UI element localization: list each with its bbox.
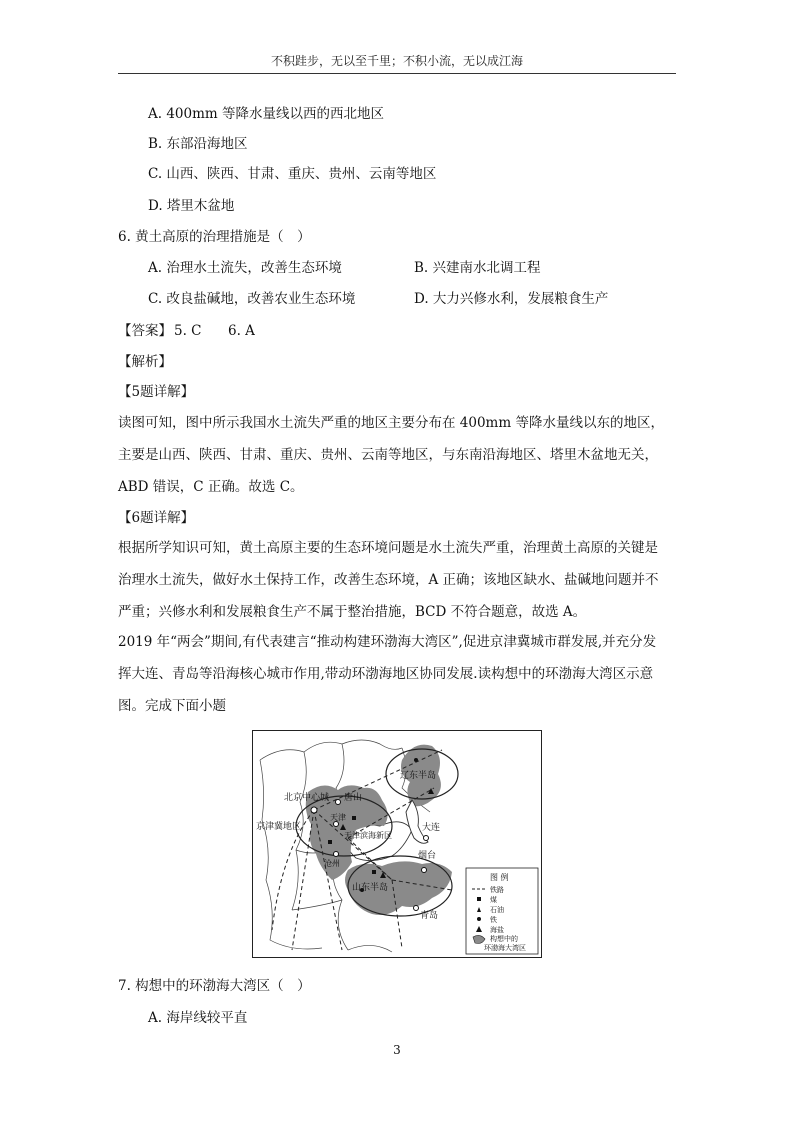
q6-option-b: B. 兴建南水北调工程 <box>414 260 541 276</box>
answer-q6: 6. A <box>228 323 255 339</box>
q6-stem: 6. 黄土高原的治理措施是（ ） <box>118 229 311 245</box>
detail5-line-2: 主要是山西、陕西、甘肃、重庆、贵州、云南等地区，与东南沿海地区、塔里木盆地无关， <box>118 447 658 463</box>
map-label-jingjinji: 京津冀地区 <box>256 822 302 832</box>
intro-line-2: 挥大连、青岛等沿海核心城市作用,带动环渤海地区协同发展.读构想中的环渤海大湾区示意 <box>118 666 654 682</box>
legend-sea-salt: 海盐 <box>490 926 504 934</box>
q6-option-c: C. 改良盐碱地，改善农业生态环境 <box>148 291 356 307</box>
map-label-dalian: 大连 <box>422 823 441 833</box>
q7-option-a: A. 海岸线较平直 <box>148 1010 248 1026</box>
detail5-line-1: 读图可知，图中所示我国水土流失严重的地区主要分布在 400mm 等降水量线以东的地区， <box>118 415 664 431</box>
legend-iron: 铁 <box>490 916 497 924</box>
q6-option-a: A. 治理水土流失，改善生态环境 <box>148 260 342 276</box>
answer-q5: 5. C <box>174 323 202 339</box>
intro-line-1: 2019 年“两会”期间,有代表建言“推动构建环渤海大湾区”,促进京津冀城市群发展,并充分发 <box>118 634 657 650</box>
q5-option-d: D. 塔里木盆地 <box>148 198 235 214</box>
analysis-label: 【解析】 <box>118 354 172 370</box>
detail5-label: 【5题详解】 <box>118 384 195 400</box>
answer-label: 【答案】 <box>118 323 172 339</box>
page-header-motto: 不积跬步，无以至千里；不积小流，无以成江海 <box>270 54 523 68</box>
detail6-line-1: 根据所学知识可知，黄土高原主要的生态环境问题是水土流失严重，治理黄土高原的关键是 <box>118 540 658 556</box>
legend-bay-region-1: 构想中的 <box>490 935 518 943</box>
map-label-qingdao: 青岛 <box>420 911 439 921</box>
map-label-shandong: 山东半岛 <box>352 883 389 893</box>
detail5-line-3: ABD 错误，C 正确。故选 C。 <box>118 479 304 495</box>
detail6-label: 【6题详解】 <box>118 510 195 526</box>
header-divider <box>118 73 676 74</box>
intro-line-3: 图。完成下面小题 <box>118 698 226 714</box>
legend-oil: 石油 <box>490 906 504 914</box>
bohai-bay-map <box>252 730 542 958</box>
legend-title: 图 例 <box>490 873 509 882</box>
detail6-line-3: 严重；兴修水利和发展粮食生产不属于整治措施，BCD 不符合题意，故选 A。 <box>118 604 587 620</box>
q5-option-b: B. 东部沿海地区 <box>148 136 248 152</box>
q5-option-c: C. 山西、陕西、甘肃、重庆、贵州、云南等地区 <box>148 166 437 182</box>
map-label-tangshan: 唐山 <box>344 793 363 803</box>
map-label-yantai: 烟台 <box>418 851 437 861</box>
q7-stem: 7. 构想中的环渤海大湾区（ ） <box>118 978 311 994</box>
detail6-line-2: 治理水土流失，做好水土保持工作，改善生态环境，A 正确；该地区缺水、盐碱地问题并不 <box>118 572 659 588</box>
q5-option-a: A. 400mm 等降水量线以西的西北地区 <box>148 106 384 122</box>
legend-railway: 铁路 <box>490 886 504 894</box>
map-label-binhai: 天津滨海新区 <box>344 831 392 840</box>
map-label-tianjin: 天津 <box>330 813 346 822</box>
legend-coal: 煤 <box>490 896 497 904</box>
map-label-liaodong: 辽东半岛 <box>400 771 437 781</box>
page-number: 3 <box>393 1043 401 1057</box>
q6-option-d: D. 大力兴修水利，发展粮食生产 <box>414 291 609 307</box>
map-label-beijing: 北京中心城 <box>284 793 330 803</box>
map-label-cangzhou: 沧州 <box>324 859 340 868</box>
map-svg <box>252 730 542 958</box>
map-legend <box>466 868 538 954</box>
legend-bay-region-2: 环渤海大湾区 <box>484 944 526 952</box>
